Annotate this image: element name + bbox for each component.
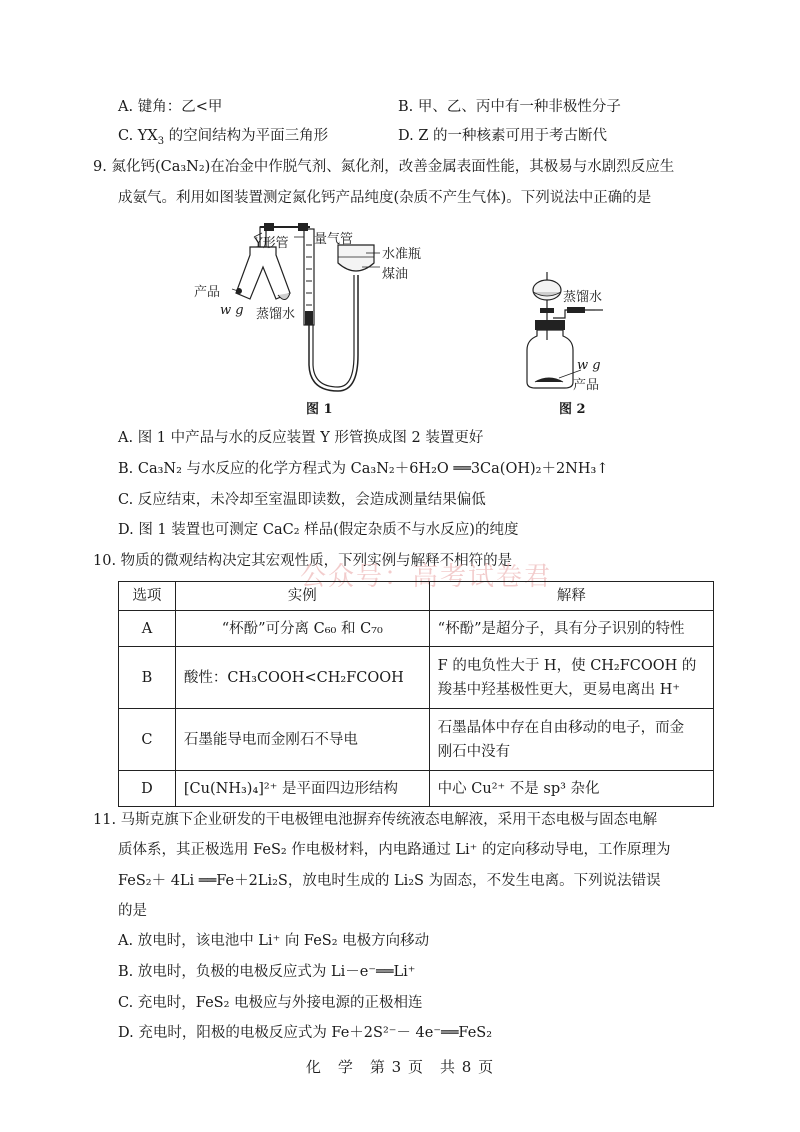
q9-option-d: D. 图 1 装置也可测定 CaC₂ 样品(假定杂质不与水反应)的纯度 [118, 522, 519, 538]
watermark: 公众号：高考试卷君 [300, 562, 553, 592]
fig1-label-water: 蒸馏水 [256, 307, 296, 322]
table-row [119, 771, 714, 807]
row-option: C [119, 709, 176, 771]
figure-1 [190, 215, 420, 415]
fig1-label-gauge: 量气管 [314, 232, 354, 247]
q8-option-a: A. 键角：乙<甲 [118, 99, 223, 115]
page-footer: 化 学 第 3 页 共 8 页 [305, 1058, 495, 1076]
q11-option-d: D. 充电时，阳极的电极反应式为 Fe＋2S²⁻－ 4e⁻══FeS₂ [118, 1025, 493, 1041]
row-option: B [119, 647, 176, 709]
row-example: 石墨能导电而金刚石不导电 [175, 709, 429, 771]
fig1-label-product: 产品 [194, 285, 221, 300]
row-explain: “杯酚”是超分子，具有分子识别的特性 [429, 611, 713, 647]
fig2-label-product: 产品 [573, 378, 600, 393]
row-explain: 石墨晶体中存在自由移动的电子，而金 刚石中没有 [429, 709, 713, 771]
row-option: A [119, 611, 176, 647]
fig2-caption: 图 2 [559, 402, 586, 417]
q11-option-a: A. 放电时，该电池中 Li⁺ 向 FeS₂ 电极方向移动 [118, 933, 430, 949]
row-example: [Cu(NH₃)₄]²⁺ 是平面四边形结构 [175, 771, 429, 807]
q11-stem-line-4: 的是 [118, 903, 147, 919]
row-example: 酸性：CH₃COOH<CH₂FCOOH [175, 647, 429, 709]
q11-option-c: C. 充电时，FeS₂ 电极应与外接电源的正极相连 [118, 995, 423, 1011]
q10-stem: 10. 物质的微观结构决定其宏观性质，下列实例与解释不相符的是 [93, 553, 513, 569]
fig1-caption: 图 1 [306, 402, 333, 417]
fig1-label-y-tube: Y形管 [254, 236, 289, 251]
table-row [119, 647, 714, 709]
q9-option-c: C. 反应结束，未冷却至室温即读数，会造成测量结果偏低 [118, 492, 486, 508]
q11-stem-line-2: 质体系，其正极选用 FeS₂ 作电极材料，内电路通过 Li⁺ 的定向移动导电，工作原理为 [118, 842, 671, 858]
q8-option-d: D. Z 的一种核素可用于考古断代 [398, 128, 608, 144]
table-header-option: 选项 [119, 582, 176, 611]
fig1-label-level-bottle: 水准瓶 [382, 247, 422, 262]
q9-stem-line-1: 9. 氮化钙(Ca₃N₂)在冶金中作脱气剂、氮化剂，改善金属表面性能，其极易与水剧烈反应生 [93, 159, 675, 175]
fig1-label-wg: w g [220, 303, 244, 318]
table-row [119, 611, 714, 647]
table-row [119, 709, 714, 771]
q10-table [118, 581, 714, 807]
q9-option-b: B. Ca₃N₂ 与水反应的化学方程式为 Ca₃N₂＋6H₂O ══3Ca(OH)₂＋2NH₃↑ [118, 461, 609, 477]
fig2-label-wg: w g [577, 358, 601, 373]
q8-option-b: B. 甲、乙、丙中有一种非极性分子 [398, 99, 621, 115]
figure-2 [515, 270, 635, 395]
table-header-example: 实例 [175, 582, 429, 611]
q8-option-c: C. $YX_3$ 的空间结构为平面三角形 [118, 128, 329, 147]
row-example: “杯酚”可分离 C₆₀ 和 C₇₀ [175, 611, 429, 647]
fig2-label-water: 蒸馏水 [563, 290, 603, 305]
q11-stem-line-1: 11. 马斯克旗下企业研发的干电极锂电池摒弃传统液态电解液，采用干态电极与固态电解 [93, 812, 658, 828]
q9-stem-line-2: 成氨气。利用如图装置测定氮化钙产品纯度(杂质不产生气体)。下列说法中正确的是 [118, 190, 652, 206]
fig1-label-kerosene: 煤油 [382, 267, 409, 282]
row-option: D [119, 771, 176, 807]
row-explain: 中心 Cu²⁺ 不是 sp³ 杂化 [429, 771, 713, 807]
table-header-row [119, 582, 714, 611]
table-header-explain: 解释 [429, 582, 713, 611]
q11-option-b: B. 放电时，负极的电极反应式为 Li－e⁻══Li⁺ [118, 964, 416, 980]
row-explain: F 的电负性大于 H，使 CH₂FCOOH 的 羧基中羟基极性更大，更易电离出 H⁺ [429, 647, 713, 709]
q9-option-a: A. 图 1 中产品与水的反应装置 Y 形管换成图 2 装置更好 [118, 430, 484, 446]
q11-stem-line-3: FeS₂＋ 4Li ══Fe＋2Li₂S，放电时生成的 Li₂S 为固态，不发生电离。下列说法错误 [118, 873, 661, 889]
